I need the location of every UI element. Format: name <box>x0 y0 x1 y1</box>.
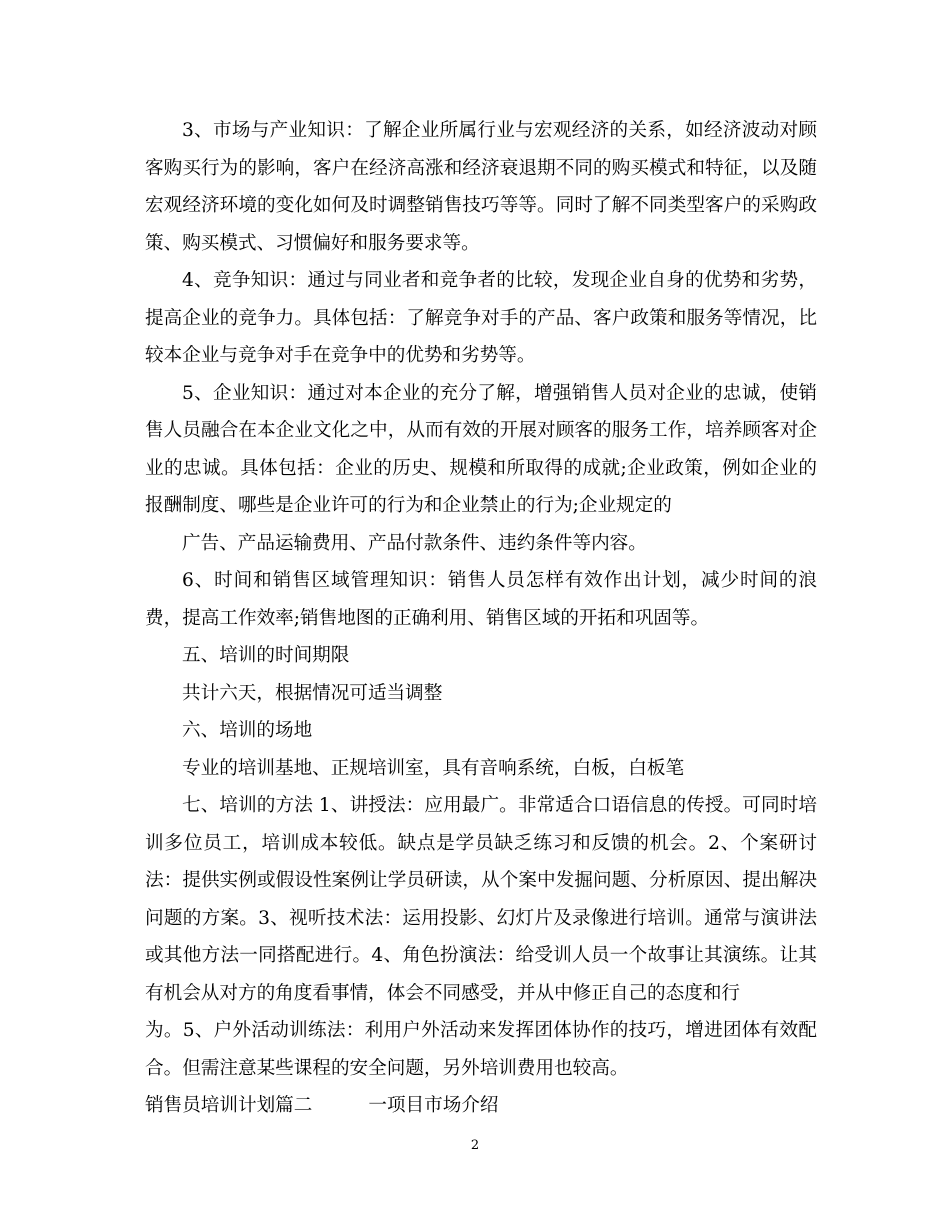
paragraph-training-methods-continued: 为。5、户外活动训练法：利用户外活动来发挥团体协作的技巧，增进团体有效配合。但需注意某些课程的安全问题，另外培训费用也较高。 <box>145 1020 817 1079</box>
paragraph-training-methods: 七、培训的方法 1、讲授法：应用最广。非常适合口语信息的传授。可同时培训多位员工，培训成本较低。缺点是学员缺乏练习和反馈的机会。2、个案研讨法：提供实例或假设性案例让学员研读，从个案中发掘问题、分析原因、提出解决问题的方案。3、视听技术法：运用投影、幻灯片及录像进行培训。通常与演讲法或其他方法一同搭配进行。4、角色扮演法：给受训人员一个故事让其演练。让其有机会从对方的角度看事情，体会不同感受，并从中修正自己的态度和行 <box>145 795 817 1004</box>
paragraph-time-territory-knowledge: 6、时间和销售区域管理知识：销售人员怎样有效作出计划，减少时间的浪费，提高工作效率;销售地图的正确利用、销售区域的开拓和巩固等。 <box>145 570 817 629</box>
heading-training-duration: 五、培训的时间期限 <box>182 645 350 666</box>
paragraph-training-venue: 专业的培训基地、正规培训室，具有音响系统，白板，白板笔 <box>182 757 685 779</box>
section-title-row <box>145 1087 817 1125</box>
document-body <box>145 112 817 1125</box>
paragraph-enterprise-knowledge-continued: 广告、产品运输费用、产品付款条件、违约条件等内容。 <box>182 532 647 554</box>
paragraph-enterprise-knowledge: 5、企业知识：通过对本企业的充分了解，增强销售人员对企业的忠诚，使销售人员融合在本企业文化之中，从而有效的开展对顾客的服务工作，培养顾客对企业的忠诚。具体包括：企业的历史、规模和所取得的成就;企业政策，例如企业的报酬制度、哪些是企业许可的行为和企业禁止的行为;企业规定的 <box>145 382 817 516</box>
page-number: 2 <box>470 1138 480 1153</box>
section-title-right: 一项目市场介绍 <box>368 1095 499 1116</box>
section-title-left: 销售员培训计划篇二 <box>145 1095 313 1116</box>
paragraph-competition-knowledge: 4、竞争知识：通过与同业者和竞争者的比较，发现企业自身的优势和劣势，提高企业的竞争力。具体包括：了解竞争对手的产品、客户政策和服务等情况，比较本企业与竞争对手在竞争中的优势和劣势等。 <box>145 270 817 366</box>
paragraph-training-duration: 共计六天，根据情况可适当调整 <box>182 682 443 704</box>
heading-training-venue: 六、培训的场地 <box>182 720 313 741</box>
paragraph-market-knowledge: 3、市场与产业知识：了解企业所属行业与宏观经济的关系，如经济波动对顾客购买行为的影响，客户在经济高涨和经济衰退期不同的购买模式和特征，以及随宏观经济环境的变化如何及时调整销售技巧等等。同时了解不同类型客户的采购政策、购买模式、习惯偏好和服务要求等。 <box>145 120 817 254</box>
